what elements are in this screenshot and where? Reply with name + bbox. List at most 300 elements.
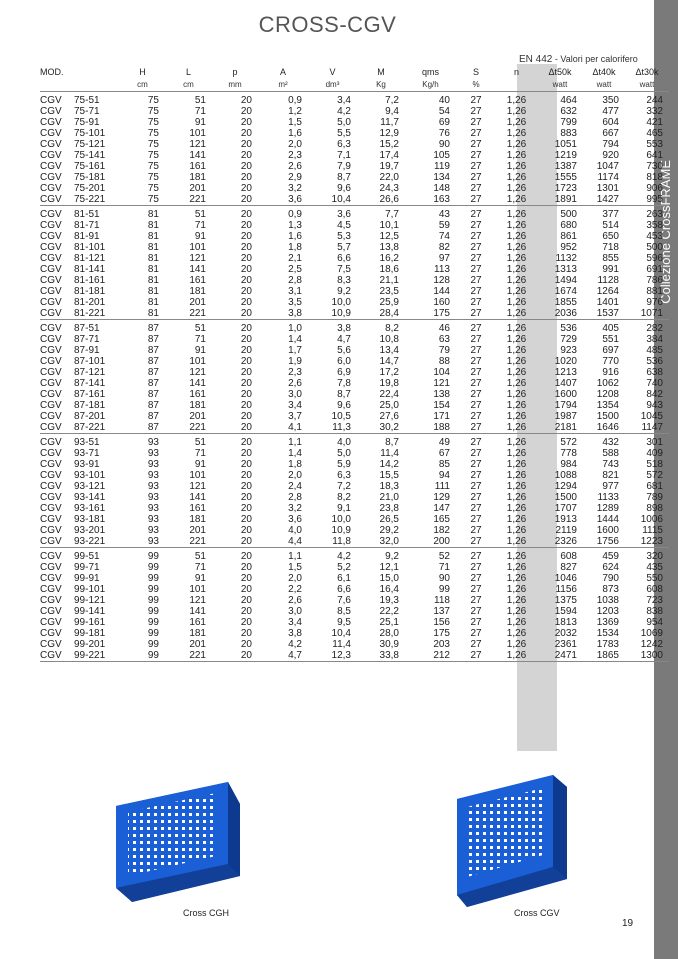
cell-m: 18,3 xyxy=(379,481,399,492)
cell-a: 3,5 xyxy=(288,297,302,308)
column-header-dt50k: Δt50k xyxy=(548,67,572,77)
cell-m: 12,9 xyxy=(379,128,399,139)
cell-h: 93 xyxy=(147,437,159,448)
cell-model xyxy=(40,150,120,161)
cell-model xyxy=(40,448,120,459)
cell-a: 2,3 xyxy=(288,150,302,161)
cell-dt30k: 786 xyxy=(646,275,663,286)
cell-n: 1,26 xyxy=(506,334,527,345)
cell-qms: 175 xyxy=(433,628,450,639)
cell-a: 3,4 xyxy=(288,617,302,628)
cell-dt50k: 1294 xyxy=(554,481,577,492)
cell-dt50k: 1132 xyxy=(555,253,577,264)
cell-a: 0,9 xyxy=(288,95,302,106)
model-code: 81-161 xyxy=(74,275,106,286)
cell-dt50k: 572 xyxy=(560,437,577,448)
table-row xyxy=(40,194,669,206)
table-row xyxy=(40,470,669,481)
cell-s: 27 xyxy=(470,117,482,128)
cell-model xyxy=(40,378,120,389)
cell-n: 1,26 xyxy=(506,389,527,400)
cell-m: 14,2 xyxy=(379,459,399,470)
cell-m: 26,6 xyxy=(357,194,405,206)
table-row xyxy=(40,106,669,117)
cell-dt30k: 1006 xyxy=(640,514,663,525)
model-code: 99-121 xyxy=(74,595,106,606)
cell-a: 3,0 xyxy=(288,389,302,400)
model-prefix: CGV xyxy=(40,275,62,286)
cell-s: 27 xyxy=(470,481,482,492)
cell-s: 27 xyxy=(470,562,482,573)
cell-dt30k: 1069 xyxy=(640,628,663,639)
cell-h: 99 xyxy=(147,595,159,606)
column-header-p: p xyxy=(232,67,238,77)
model-prefix: CGV xyxy=(40,220,62,231)
cell-qms: 119 xyxy=(434,161,450,172)
model-code: 99-51 xyxy=(74,551,100,562)
cell-s: 27 xyxy=(470,400,482,411)
cell-dt30k: 263 xyxy=(646,209,663,220)
cell-n: 1,26 xyxy=(506,209,527,220)
cell-qms: 85 xyxy=(438,459,450,470)
model-code: 93-91 xyxy=(74,459,100,470)
cell-m: 15,5 xyxy=(379,470,399,481)
cell-m: 9,4 xyxy=(385,106,399,117)
model-code: 93-201 xyxy=(74,525,106,536)
cell-a: 1,8 xyxy=(288,242,302,253)
cell-qms: 128 xyxy=(433,275,450,286)
cell-v: 10,0 xyxy=(331,514,351,525)
cell-qms: 156 xyxy=(433,617,450,628)
cell-dt30k: 301 xyxy=(646,437,663,448)
model-code: 81-221 xyxy=(74,308,106,319)
cell-v: 8,2 xyxy=(337,492,351,503)
cell-n: 1,26 xyxy=(506,106,527,117)
cell-v: 9,2 xyxy=(337,286,351,297)
cell-a: 2,3 xyxy=(288,367,302,378)
model-prefix: CGV xyxy=(40,584,62,595)
cell-s: 27 xyxy=(470,242,482,253)
cell-h: 99 xyxy=(147,639,159,650)
cell-a: 3,8 xyxy=(258,308,308,320)
cell-l: 91 xyxy=(194,459,206,470)
cell-l: 181 xyxy=(189,514,206,525)
model-prefix: CGV xyxy=(40,411,62,422)
table-row xyxy=(40,345,669,356)
cell-dt40k: 718 xyxy=(602,242,619,253)
cell-a: 2,1 xyxy=(288,253,302,264)
cell-dt30k: 1223 xyxy=(625,536,669,548)
cell-dt40k: 1062 xyxy=(596,378,619,389)
cell-h: 99 xyxy=(147,628,159,639)
cell-n: 1,26 xyxy=(506,503,527,514)
cell-p: 20 xyxy=(240,525,252,536)
cell-qms: 63 xyxy=(438,334,450,345)
model-prefix: CGV xyxy=(40,389,62,400)
column-unit-v: dm³ xyxy=(308,78,357,92)
cell-p: 20 xyxy=(240,220,252,231)
cell-h: 81 xyxy=(120,308,165,320)
cell-p: 20 xyxy=(240,242,252,253)
model-prefix: CGV xyxy=(40,297,62,308)
cell-v: 6,6 xyxy=(337,253,351,264)
cell-h: 99 xyxy=(147,617,159,628)
table-row xyxy=(40,128,669,139)
cell-v: 6,6 xyxy=(337,584,351,595)
cell-dt40k: 1500 xyxy=(596,411,619,422)
cell-p: 20 xyxy=(240,573,252,584)
cell-s: 27 xyxy=(456,422,496,434)
cell-n: 1,26 xyxy=(506,617,527,628)
cell-v: 9,6 xyxy=(337,400,351,411)
cell-l: 181 xyxy=(189,628,206,639)
cell-model xyxy=(40,514,120,525)
cell-dt30k: 1045 xyxy=(640,411,663,422)
cell-v: 5,2 xyxy=(337,562,351,573)
cell-v: 6,3 xyxy=(337,470,351,481)
cell-dt30k: 518 xyxy=(646,459,663,470)
cell-dt50k: 1387 xyxy=(554,161,577,172)
cell-dt40k: 770 xyxy=(602,356,619,367)
cell-a: 1,9 xyxy=(288,356,302,367)
cell-n: 1,26 xyxy=(506,551,527,562)
cell-p: 20 xyxy=(240,161,252,172)
cell-l: 201 xyxy=(189,183,206,194)
cell-p: 20 xyxy=(240,95,252,106)
cell-dt40k: 1783 xyxy=(596,639,619,650)
cell-m: 23,8 xyxy=(379,503,399,514)
cell-dt40k: 1756 xyxy=(583,536,625,548)
cell-dt50k: 1674 xyxy=(554,286,577,297)
model-prefix: CGV xyxy=(40,562,62,573)
cell-v: 4,2 xyxy=(337,106,351,117)
cell-dt30k: 320 xyxy=(646,551,663,562)
cell-l: 101 xyxy=(189,470,206,481)
cell-qms: 160 xyxy=(433,297,450,308)
cell-qms: 134 xyxy=(433,172,450,183)
cell-h: 81 xyxy=(147,264,159,275)
cell-model xyxy=(40,206,120,221)
cell-dt50k: 1891 xyxy=(537,194,583,206)
cell-a: 3,1 xyxy=(288,286,302,297)
cell-s: 27 xyxy=(470,503,482,514)
cell-dt40k: 1203 xyxy=(596,606,619,617)
cell-n: 1,26 xyxy=(506,161,527,172)
cell-s: 27 xyxy=(470,525,482,536)
table-row xyxy=(40,297,669,308)
cell-dt40k: 377 xyxy=(602,209,619,220)
table-row xyxy=(40,275,669,286)
cell-p: 20 xyxy=(240,128,252,139)
cell-n: 1,26 xyxy=(506,297,527,308)
cell-h: 93 xyxy=(147,448,159,459)
cell-p: 20 xyxy=(240,562,252,573)
table-row xyxy=(40,617,669,628)
cell-p: 20 xyxy=(212,422,258,434)
cell-dt30k: 409 xyxy=(646,448,663,459)
cell-model xyxy=(40,639,120,650)
cell-dt40k: 1369 xyxy=(596,617,619,628)
cell-model xyxy=(40,172,120,183)
cell-qms: 188 xyxy=(405,422,456,434)
cell-s: 27 xyxy=(470,595,482,606)
cell-model xyxy=(40,92,120,107)
model-prefix: CGV xyxy=(40,286,62,297)
cell-m: 11,4 xyxy=(380,448,399,459)
cell-m: 17,4 xyxy=(379,150,399,161)
cell-n: 1,26 xyxy=(506,139,527,150)
cell-p: 20 xyxy=(240,253,252,264)
model-prefix: CGV xyxy=(40,242,62,253)
cell-h: 99 xyxy=(147,606,159,617)
cell-qms: 137 xyxy=(433,606,450,617)
table-row xyxy=(40,172,669,183)
cell-s: 27 xyxy=(470,231,482,242)
cell-dt30k: 730 xyxy=(646,161,663,172)
cell-n: 1,26 xyxy=(506,525,527,536)
cell-n: 1,26 xyxy=(506,323,527,334)
cell-dt30k: 995 xyxy=(625,194,669,206)
table-row xyxy=(40,389,669,400)
header-units-row xyxy=(40,78,669,92)
cell-p: 20 xyxy=(240,437,252,448)
cell-v: 6,3 xyxy=(337,139,351,150)
cell-h: 75 xyxy=(147,183,159,194)
model-code: 99-201 xyxy=(74,639,106,650)
cell-model xyxy=(40,139,120,150)
cell-model xyxy=(40,128,120,139)
model-code: 81-101 xyxy=(74,242,106,253)
cell-v: 10,9 xyxy=(331,525,351,536)
cell-s: 27 xyxy=(470,345,482,356)
model-prefix: CGV xyxy=(40,606,62,617)
cell-h: 99 xyxy=(147,584,159,595)
table-row xyxy=(40,334,669,345)
cell-dt50k: 1046 xyxy=(554,573,577,584)
cell-m: 27,6 xyxy=(379,411,399,422)
model-prefix: CGV xyxy=(40,106,62,117)
cell-model xyxy=(40,459,120,470)
cell-l: 91 xyxy=(194,117,206,128)
cell-m: 28,0 xyxy=(379,628,399,639)
cell-p: 20 xyxy=(240,595,252,606)
cell-p: 20 xyxy=(212,536,258,548)
model-code: 93-121 xyxy=(74,481,106,492)
table-row xyxy=(40,573,669,584)
cell-l: 91 xyxy=(194,231,206,242)
cell-h: 87 xyxy=(147,400,159,411)
cell-qms: 99 xyxy=(438,584,450,595)
cell-dt50k: 608 xyxy=(560,551,577,562)
cell-l: 181 xyxy=(189,286,206,297)
cell-v: 10,9 xyxy=(308,308,357,320)
cell-dt30k: 608 xyxy=(646,584,663,595)
cell-dt40k: 1354 xyxy=(596,400,619,411)
cell-dt40k: 667 xyxy=(602,128,619,139)
cell-l: 51 xyxy=(194,551,206,562)
cell-qms: 118 xyxy=(434,595,450,606)
table-row xyxy=(40,411,669,422)
cell-model xyxy=(40,573,120,584)
cell-h: 81 xyxy=(147,253,159,264)
cell-qms: 148 xyxy=(433,183,450,194)
cell-p: 20 xyxy=(240,286,252,297)
model-code: 81-201 xyxy=(74,297,106,308)
cell-h: 93 xyxy=(147,459,159,470)
cell-s: 27 xyxy=(470,323,482,334)
cell-dt50k: 1555 xyxy=(554,172,577,183)
cell-dt50k: 883 xyxy=(560,128,577,139)
model-prefix: CGV xyxy=(40,514,62,525)
cell-s: 27 xyxy=(470,459,482,470)
cell-a: 1,1 xyxy=(288,437,302,448)
cell-n: 1,26 xyxy=(506,562,527,573)
cell-v: 9,5 xyxy=(337,617,351,628)
cell-a: 1,0 xyxy=(288,323,302,334)
model-prefix: CGV xyxy=(40,503,62,514)
cell-v: 5,7 xyxy=(337,242,351,253)
cell-p: 20 xyxy=(240,183,252,194)
cell-qms: 129 xyxy=(433,492,450,503)
cell-h: 81 xyxy=(147,220,159,231)
cell-h: 81 xyxy=(147,286,159,297)
cell-l: 121 xyxy=(189,367,206,378)
model-code: 81-141 xyxy=(74,264,106,275)
cell-dt50k: 1794 xyxy=(554,400,577,411)
cell-n: 1,26 xyxy=(506,242,527,253)
cell-dt40k: 1534 xyxy=(596,628,619,639)
cell-m: 9,2 xyxy=(385,551,399,562)
cell-l: 121 xyxy=(189,595,206,606)
cell-dt50k: 1375 xyxy=(554,595,577,606)
cell-p: 20 xyxy=(240,606,252,617)
cell-p: 20 xyxy=(240,584,252,595)
cell-l: 141 xyxy=(189,606,206,617)
cell-dt40k: 743 xyxy=(602,459,619,470)
cell-dt50k: 464 xyxy=(560,95,577,106)
cell-v: 5,9 xyxy=(337,459,351,470)
model-code: 93-221 xyxy=(74,536,106,547)
model-prefix: CGV xyxy=(40,367,62,378)
cell-n: 1,26 xyxy=(506,117,527,128)
model-code: 87-221 xyxy=(74,422,106,433)
cell-s: 27 xyxy=(470,551,482,562)
cell-p: 20 xyxy=(240,470,252,481)
column-header-h: H xyxy=(139,67,146,77)
cell-s: 27 xyxy=(470,286,482,297)
cell-model xyxy=(40,367,120,378)
cell-v: 7,9 xyxy=(337,161,351,172)
model-prefix: CGV xyxy=(40,345,62,356)
cell-s: 27 xyxy=(470,584,482,595)
cell-l: 91 xyxy=(194,573,206,584)
cell-s: 27 xyxy=(470,297,482,308)
model-prefix: CGV xyxy=(40,459,62,470)
cell-dt50k: 1494 xyxy=(554,275,577,286)
cell-n: 1,26 xyxy=(506,128,527,139)
cell-qms: 163 xyxy=(405,194,456,206)
cell-dt30k: 740 xyxy=(646,378,663,389)
cell-qms: 67 xyxy=(438,448,450,459)
cell-dt30k: 723 xyxy=(646,595,663,606)
cell-a: 4,0 xyxy=(288,525,302,536)
cell-dt50k: 2032 xyxy=(554,628,577,639)
cell-m: 25,1 xyxy=(379,617,399,628)
cell-n: 1,26 xyxy=(506,264,527,275)
cell-m: 29,2 xyxy=(379,525,399,536)
cell-model xyxy=(40,345,120,356)
cell-a: 1,2 xyxy=(288,106,302,117)
cell-s: 27 xyxy=(456,536,496,548)
table-row xyxy=(40,150,669,161)
cell-dt40k: 1038 xyxy=(596,595,619,606)
cell-n: 1,26 xyxy=(506,606,527,617)
model-prefix: CGV xyxy=(40,573,62,584)
model-prefix: CGV xyxy=(40,448,62,459)
cell-model xyxy=(40,117,120,128)
table-row xyxy=(40,434,669,449)
cell-dt40k: 1427 xyxy=(583,194,625,206)
en442-heading xyxy=(519,54,638,65)
cell-s: 27 xyxy=(456,194,496,206)
cell-n: 1,26 xyxy=(506,253,527,264)
cell-l: 71 xyxy=(194,106,206,117)
model-code: 99-141 xyxy=(74,606,106,617)
table-row xyxy=(40,139,669,150)
table-row xyxy=(40,242,669,253)
column-header-a: A xyxy=(279,67,286,77)
cell-a: 1,8 xyxy=(288,459,302,470)
table-row xyxy=(40,206,669,221)
cell-v: 6,9 xyxy=(337,367,351,378)
cell-v: 9,1 xyxy=(337,503,351,514)
cell-dt50k: 1051 xyxy=(554,139,577,150)
model-code: 81-91 xyxy=(74,231,100,242)
cell-m: 24,3 xyxy=(379,183,399,194)
cell-v: 7,6 xyxy=(337,595,351,606)
cell-a: 2,0 xyxy=(288,139,302,150)
cell-h: 81 xyxy=(147,275,159,286)
cell-model xyxy=(40,536,120,548)
cell-dt50k: 2326 xyxy=(537,536,583,548)
cell-dt50k: 1020 xyxy=(554,356,577,367)
cell-a: 2,6 xyxy=(288,378,302,389)
cell-dt40k: 916 xyxy=(602,367,619,378)
cell-v: 4,2 xyxy=(337,551,351,562)
cell-dt40k: 794 xyxy=(602,139,619,150)
cell-a: 2,6 xyxy=(288,161,302,172)
cell-model xyxy=(40,434,120,449)
cell-m: 17,2 xyxy=(379,367,399,378)
cell-model xyxy=(40,650,120,662)
model-prefix: CGV xyxy=(40,595,62,606)
cell-l: 201 xyxy=(189,297,206,308)
cell-dt50k: 1407 xyxy=(554,378,577,389)
cell-l: 121 xyxy=(189,253,206,264)
cell-s: 27 xyxy=(470,161,482,172)
cell-h: 93 xyxy=(147,503,159,514)
table-row xyxy=(40,481,669,492)
cell-h: 87 xyxy=(147,378,159,389)
cell-dt50k: 1600 xyxy=(554,389,577,400)
cell-v: 8,7 xyxy=(337,389,351,400)
cell-a: 4,7 xyxy=(258,650,308,662)
cell-a: 2,8 xyxy=(288,492,302,503)
cell-p: 20 xyxy=(240,448,252,459)
cell-qms: 154 xyxy=(433,400,450,411)
cell-l: 51 xyxy=(194,209,206,220)
cell-dt40k: 697 xyxy=(602,345,619,356)
